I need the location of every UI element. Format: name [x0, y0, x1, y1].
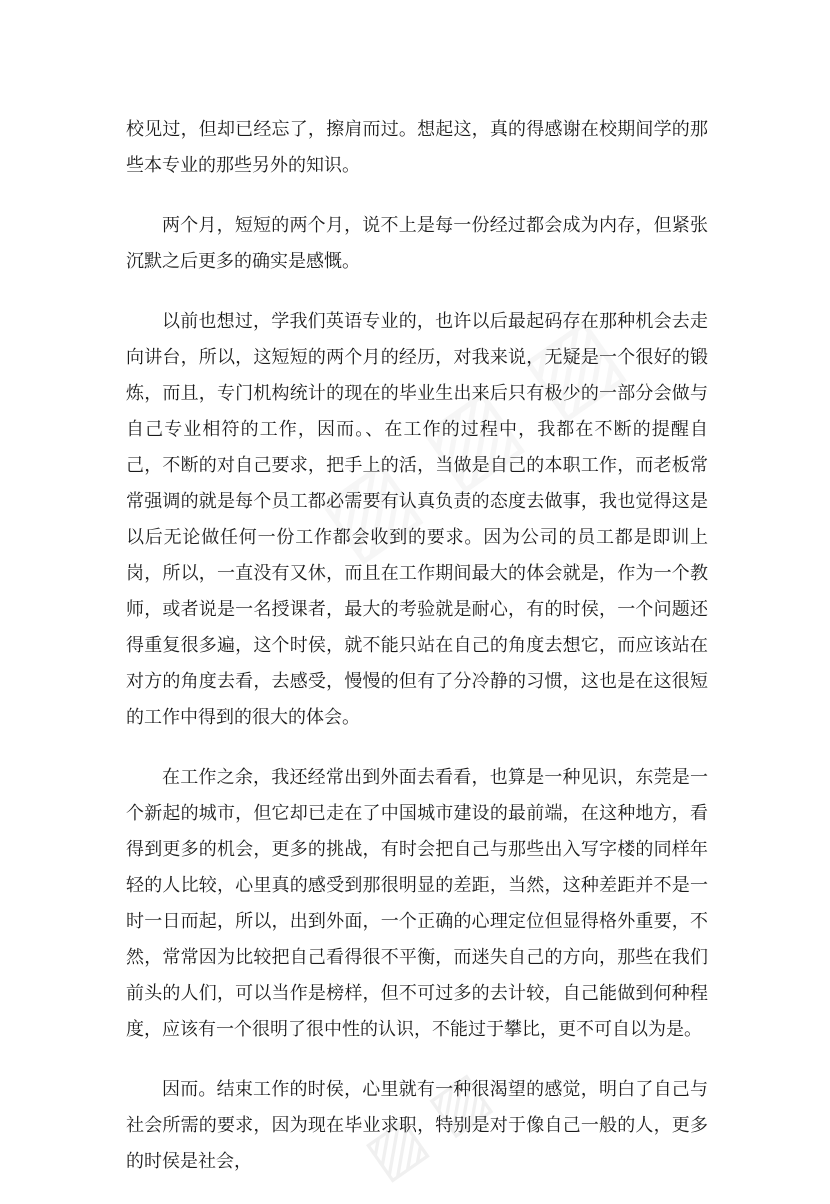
- paragraph-1: 校见过，但却已经忘了，擦肩而过。想起这，真的得感谢在校期间学的那些本专业的那些另外的知识。: [126, 119, 708, 176]
- paragraph-2: 两个月，短短的两个月，说不上是每一份经过都会成为内存，但紧张沉默之后更多的确实是感慨。: [126, 215, 708, 272]
- paragraph-3: 以前也想过，学我们英语专业的，也许以后最起码存在那种机会去走向讲台，所以，这短短的两个月的经历，对我来说，无疑是一个很好的锻炼，而且，专门机构统计的现在的毕业生出来后只有极少的一部分会做与自己专业相符的工作，因而。、在工作的过程中，我都在不断的提醒自己，不断的对自己要求，把手上的活，当做是自己的本职工作，而老板常常强调的就是每个员工都必需要有认真负责的态度去做事，我也觉得这是以后无论做任何一份工作都会收到的要求。因为公司的员工都是即训上岗，所以，一直没有又休，而且在工作期间最大的体会就是，作为一个教师，或者说是一名授课者，最大的考验就是耐心，有的时侯，一个问题还得重复很多遍，这个时侯，就不能只站在自己的角度去想它，而应该站在对方的角度去看，去感受，慢慢的但有了分冷静的习惯，这也是在这很短的工作中得到的很大的体会。: [126, 311, 708, 728]
- paragraph-4: 在工作之余，我还经常出到外面去看看，也算是一种见识，东莞是一个新起的城市，但它却已走在了中国城市建设的最前端，在这种地方，看得到更多的机会，更多的挑战，有时会把自己与那些出入写字楼的同样年轻的人比较，心里真的感受到那很明显的差距，当然，这种差距并不是一时一日而起，所以，出到外面，一个正确的心理定位但显得格外重要，不然，常常因为比较把自己看得很不平衡，而迷失自己的方向，那些在我们前头的人们，可以当作是榜样，但不可过多的去计较，自己能做到何种程度，应该有一个很明了很中性的认识，不能过于攀比，更不可自以为是。: [126, 767, 708, 1040]
- watermark-mark-bottom: ▨ ▨: [352, 1057, 503, 1193]
- paragraph-5: 因而。结束工作的时侯，心里就有一种很渴望的感觉，明白了自己与社会所需的要求，因为现在毕业求职，特别是对于像自己一般的人，更多的时侯是社会，: [126, 1079, 708, 1172]
- document-body: [126, 112, 708, 1204]
